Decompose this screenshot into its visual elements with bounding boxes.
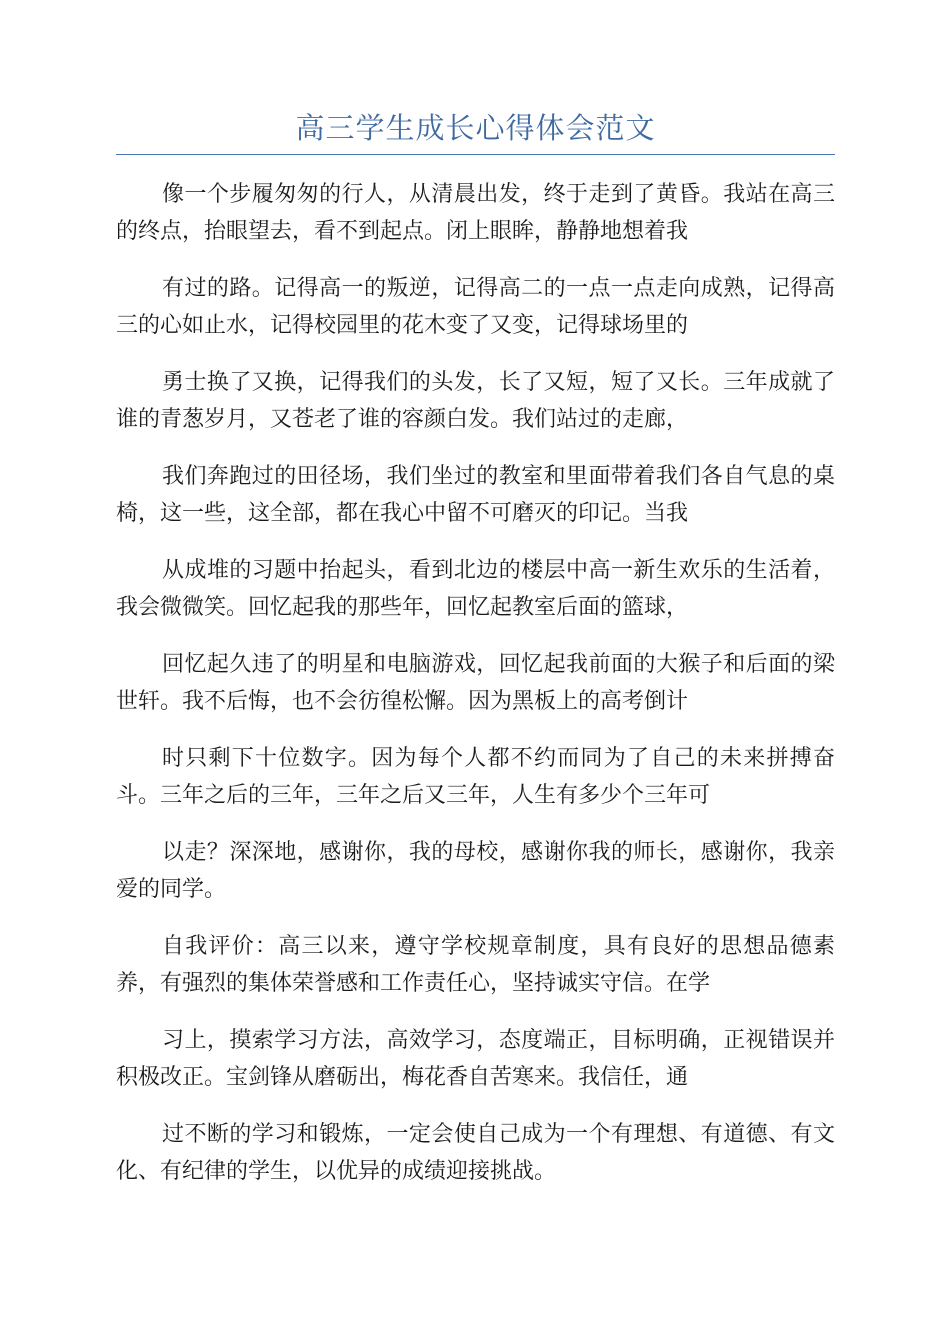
document-title: 高三学生成长心得体会范文 [295, 111, 656, 145]
paragraph-5: 从成堆的习题中抬起头，看到北边的楼层中高一新生欢乐的生活着，我会微微笑。回忆起我的那些年，回忆起教室后面的篮球， [116, 558, 835, 620]
title-underline [116, 154, 835, 155]
paragraph-6: 回忆起久违了的明星和电脑游戏，回忆起我前面的大猴子和后面的梁世轩。我不后悔，也不会彷徨松懈。因为黑板上的高考倒计 [116, 652, 835, 714]
paragraph-7: 时只剩下十位数字。因为每个人都不约而同为了自己的未来拼搏奋斗。三年之后的三年，三年之后又三年，人生有多少个三年可 [116, 746, 835, 808]
paragraph-11: 过不断的学习和锻炼，一定会使自己成为一个有理想、有道德、有文化、有纪律的学生，以优异的成绩迎接挑战。 [116, 1122, 835, 1184]
paragraph-3: 勇士换了又换，记得我们的头发，长了又短，短了又长。三年成就了谁的青葱岁月，又苍老了谁的容颜白发。我们站过的走廊， [116, 370, 835, 432]
paragraph-9: 自我评价：高三以来，遵守学校规章制度，具有良好的思想品德素养，有强烈的集体荣誉感和工作责任心，坚持诚实守信。在学 [116, 934, 835, 996]
paragraph-4: 我们奔跑过的田径场，我们坐过的教室和里面带着我们各自气息的桌椅，这一些，这全部，都在我心中留不可磨灭的印记。当我 [116, 464, 835, 526]
paragraph-1: 像一个步履匆匆的行人，从清晨出发，终于走到了黄昏。我站在高三的终点，抬眼望去，看不到起点。闭上眼眸，静静地想着我 [116, 182, 835, 244]
document-body [116, 176, 835, 1210]
paragraph-8: 以走？深深地，感谢你，我的母校，感谢你我的师长，感谢你，我亲爱的同学。 [116, 840, 835, 902]
paragraph-10: 习上，摸索学习方法，高效学习，态度端正，目标明确，正视错误并积极改正。宝剑锋从磨砺出，梅花香自苦寒来。我信任，通 [116, 1028, 835, 1090]
paragraph-2: 有过的路。记得高一的叛逆，记得高二的一点一点走向成熟，记得高三的心如止水，记得校园里的花木变了又变，记得球场里的 [116, 276, 835, 338]
